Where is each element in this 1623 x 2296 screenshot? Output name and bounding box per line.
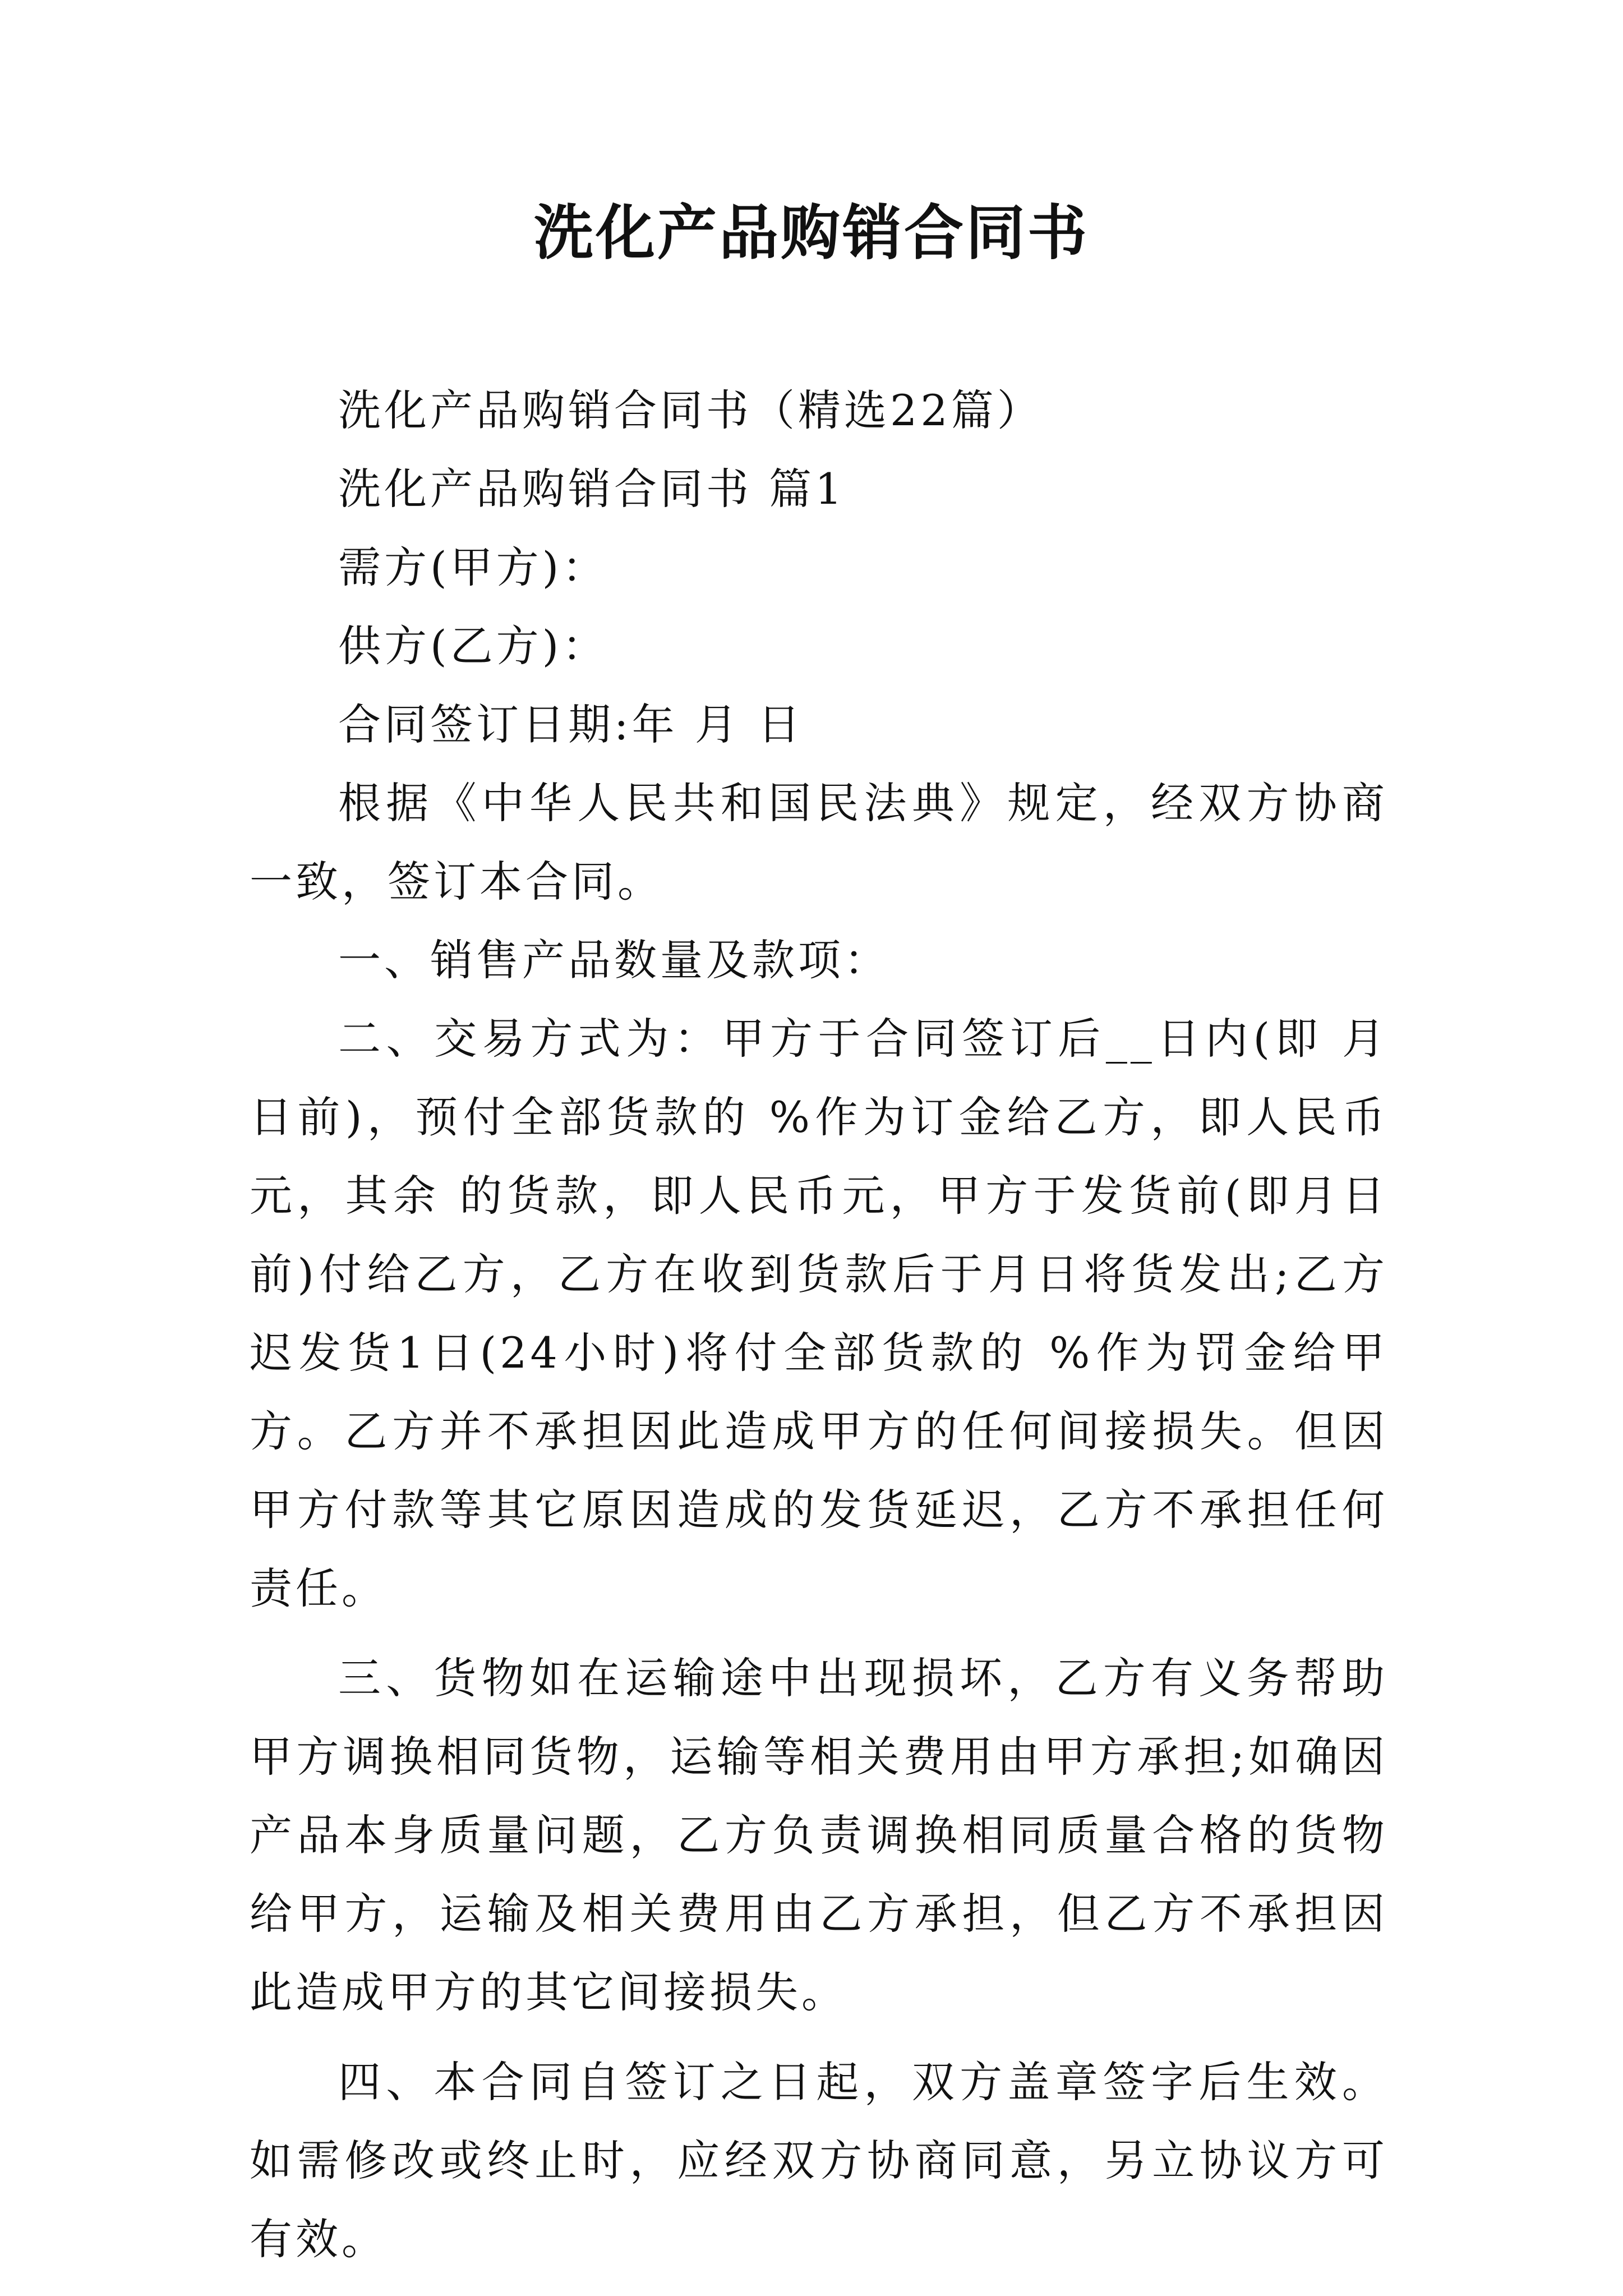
- seller-line: 供方(乙方)：: [338, 621, 608, 671]
- clause-3: 三、货物如在运输途中出现损坏，乙方有义务帮助甲方调换相同货物，运输等相关费用由甲方承担;如确因产品本身质量问题，乙方负责调换相同质量合格的货物给甲方，运输及相关费用由乙方承担，但乙方不承担因此造成甲方的其它间接损失。: [250, 1653, 1388, 2017]
- document-title: 洗化产品购销合同书: [534, 197, 1089, 268]
- signing-date-line: 合同签订日期:年 月 日: [338, 700, 804, 749]
- clause-4: 四、本合同自签订之日起，双方盖章签字后生效。如需修改或终止时，应经双方协商同意，另立协议方可有效。: [250, 2057, 1388, 2264]
- clause-2: 二、交易方式为：甲方于合同签订后__日内(即 月 日前)，预付全部货款的 %作为订金给乙方，即人民币元，其余 的货款，即人民币元，甲方于发货前(即月日前)付给乙方，乙方在收到货款后于月日将货发出;乙方迟发货1日(24小时)将付全部货款的 %作为罚金给甲方。乙方并不承担因此造成甲方的任何间接损失。但因甲方付款等其它原因造成的发货延迟，乙方不承担任何责任。: [250, 1014, 1388, 1613]
- subtitle-part: 洗化产品购销合同书 篇1: [338, 464, 846, 514]
- subtitle-collection: 洗化产品购销合同书（精选22篇）: [338, 385, 1043, 435]
- preamble-paragraph: 根据《中华人民共和国民法典》规定，经双方协商一致，签订本合同。: [250, 778, 1388, 907]
- document-body: [250, 371, 1388, 2279]
- buyer-line: 需方(甲方)：: [338, 542, 608, 592]
- clause-1: 一、销售产品数量及款项：: [338, 935, 890, 985]
